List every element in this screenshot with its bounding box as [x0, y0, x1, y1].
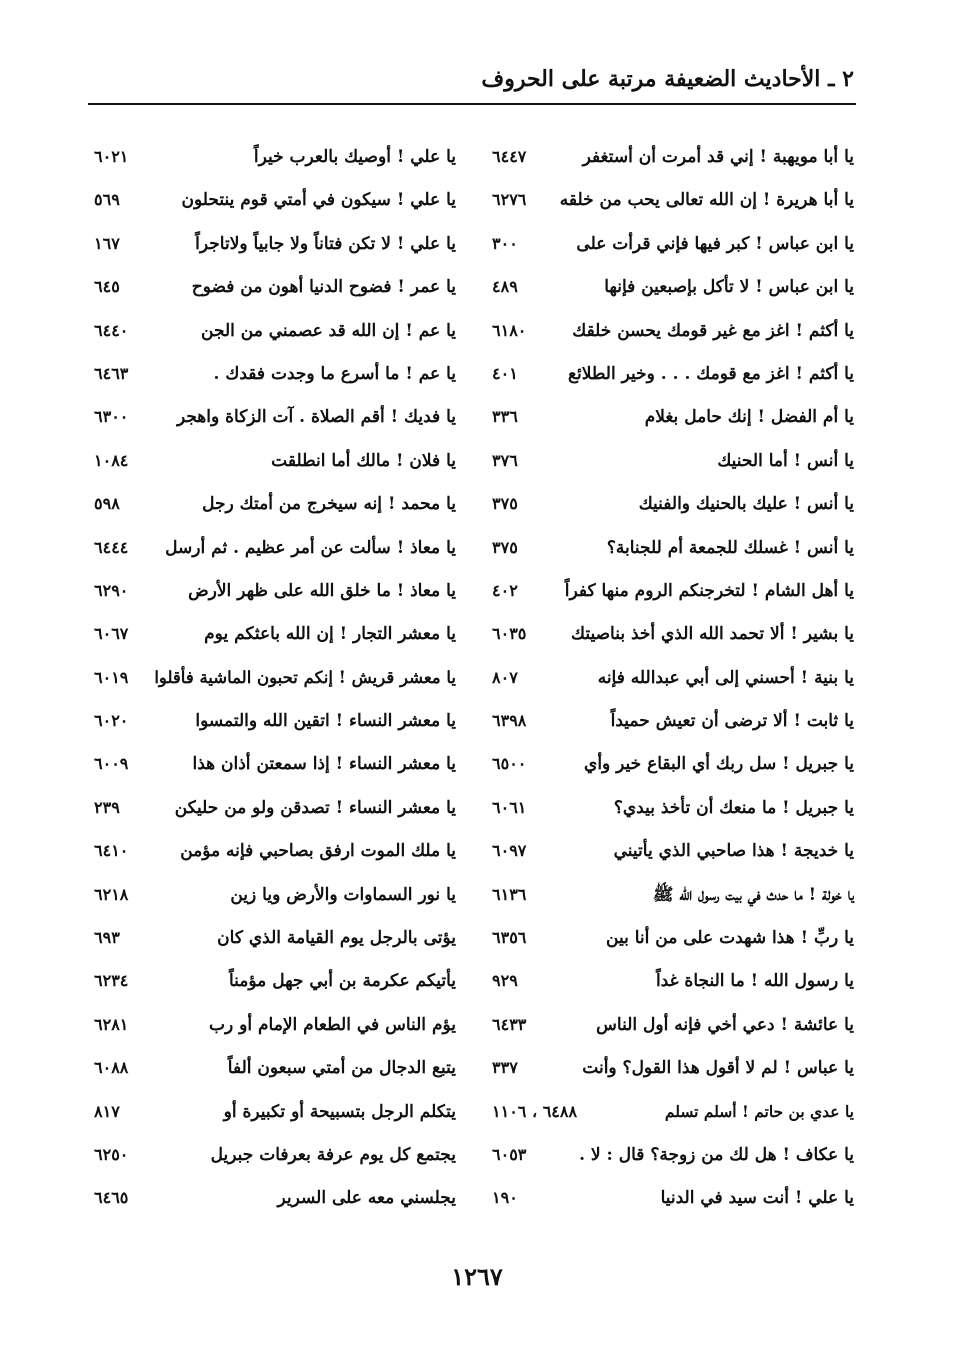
hadith-incipit: يا خديجة ! هذا صاحبي الذي يأتيني	[613, 841, 854, 862]
index-entry	[492, 357, 854, 400]
index-entry	[94, 574, 456, 617]
hadith-reference-number: ٦٤٦٥	[94, 1188, 129, 1208]
hadith-incipit: يا رسول الله ! ما النجاة غداً	[655, 971, 854, 992]
hadith-incipit: يا معاذ ! ما خلق الله على ظهر الأرض	[188, 580, 456, 601]
index-entry	[94, 704, 456, 747]
hadith-reference-number: ٦٥٠٠	[492, 754, 527, 774]
hadith-reference-number: ٦٢٩٠	[94, 580, 129, 600]
index-entry	[492, 1051, 854, 1094]
hadith-reference-number: ٦٠٢١	[94, 147, 129, 166]
hadith-incipit: يؤتى بالرجل يوم القيامة الذي كان	[217, 928, 456, 949]
index-entry	[492, 661, 854, 704]
hadith-incipit: يا فديك ! أقم الصلاة . آت الزكاة واهجر	[176, 407, 456, 428]
hadith-reference-number: ٦٠٦١	[492, 797, 527, 817]
hadith-reference-number: ١٠٨٤	[94, 450, 129, 470]
hadith-reference-number: ٦٤٤٧	[492, 147, 527, 166]
hadith-reference-number: ٦٢٣٤	[94, 971, 129, 991]
index-entry	[492, 704, 854, 747]
hadith-reference-number: ٦٠١٩	[94, 667, 129, 687]
index-entry	[492, 1138, 854, 1181]
hadith-incipit: يا عائشة ! دعي أخي فإنه أول الناس	[596, 1014, 854, 1035]
hadith-incipit: يا أكثم ! اغز مع قومك . . . وخير الطلائع	[567, 363, 854, 384]
hadith-incipit: يا علي ! لا تكن فتاناً ولا جابياً ولاتاجراً	[195, 233, 456, 254]
index-column-left	[94, 140, 456, 1225]
hadith-incipit: يا بشير ! ألا تحمد الله الذي أخذ بناصيتك	[571, 624, 854, 645]
hadith-reference-number: ٦٠٣٥	[492, 624, 527, 644]
index-entry	[492, 183, 854, 226]
hadith-reference-number: ٨١٧	[94, 1101, 120, 1121]
hadith-reference-number: ٣٧٥	[492, 537, 518, 557]
hadith-incipit: يا أنس ! غسلك للجمعة أم للجنابة؟	[606, 537, 854, 558]
index-entry	[492, 747, 854, 790]
hadith-incipit: يا فلان ! مالك أما انطلقت	[271, 450, 456, 471]
hadith-reference-number: ٦٤٥	[94, 277, 120, 297]
index-entry	[94, 1051, 456, 1094]
hadith-reference-number: ٦٤٤٤	[94, 537, 129, 557]
index-entry	[94, 1138, 456, 1181]
hadith-incipit: يا عكاف ! هل لك من زوجة؟ قال : لا .	[579, 1144, 854, 1165]
hadith-reference-number: ٥٦٩	[94, 190, 120, 210]
hadith-incipit: يا بنية ! أحسني إلى أبي عبدالله فإنه	[597, 667, 854, 688]
hadith-incipit: يا ابن عباس ! لا تأكل بإصبعين فإنها	[604, 277, 854, 298]
hadith-incipit: يا أهل الشام ! لتخرجنكم الروم منها كفراً	[564, 580, 854, 601]
index-entry	[94, 964, 456, 1007]
hadith-incipit: يا معشر قريش ! إنكم تحبون الماشية فأقلوا	[154, 667, 456, 687]
hadith-reference-number: ٦٣٠٠	[94, 407, 129, 427]
index-entry	[492, 140, 854, 183]
hadith-incipit: يا معشر النساء ! إذا سمعتن أذان هذا	[192, 754, 456, 775]
hadith-incipit: يا عم ! إن الله قد عصمني من الجن	[201, 320, 456, 341]
hadith-reference-number: ٣٧٥	[492, 494, 518, 514]
index-entry	[94, 531, 456, 574]
hadith-reference-number: ٦٤١٠	[94, 841, 129, 861]
hadith-reference-number: ٦٤٤٠	[94, 320, 129, 340]
index-entry	[94, 1181, 456, 1224]
hadith-reference-number: ٤٠١	[492, 363, 518, 383]
index-entry	[492, 617, 854, 660]
hadith-reference-number: ٦٣٥٦	[492, 928, 527, 948]
index-entry	[492, 1181, 854, 1224]
hadith-reference-number: ٦٠٦٧	[94, 624, 129, 644]
hadith-reference-number: ٣٣٦	[492, 407, 518, 427]
hadith-reference-number: ١٦٧	[94, 233, 120, 253]
hadith-reference-number: ٣٧٦	[492, 450, 518, 470]
index-entry	[94, 444, 456, 487]
hadith-reference-number: ٦١٣٦	[492, 884, 527, 904]
hadith-reference-number: ١٩٠	[492, 1188, 518, 1208]
index-entry	[492, 921, 854, 964]
index-entry	[492, 400, 854, 443]
index-entry	[94, 878, 456, 921]
hadith-incipit: يتكلم الرجل بتسبيحة أو تكبيرة أو	[223, 1101, 456, 1122]
hadith-incipit: يا أنس ! عليك بالحنيك والفنيك	[638, 494, 854, 515]
index-entry	[94, 270, 456, 313]
hadith-incipit: يا محمد ! إنه سيخرج من أمتك رجل	[202, 494, 456, 515]
index-entry	[492, 964, 854, 1007]
page-number: ١٢٦٧	[451, 1262, 503, 1291]
hadith-incipit: يأتيكم عكرمة بن أبي جهل مؤمناً	[228, 971, 456, 992]
index-column-right	[492, 140, 854, 1225]
hadith-incipit: يتبع الدجال من أمتي سبعون ألفاً	[227, 1058, 456, 1079]
hadith-reference-number: ٥٩٨	[94, 494, 120, 514]
index-entry	[492, 574, 854, 617]
hadith-incipit: يا عمر ! فضوح الدنيا أهون من فضوح	[191, 277, 456, 298]
hadith-incipit: يا عباس ! لم لا أقول هذا القول؟ وأنت	[582, 1058, 854, 1079]
index-entry	[94, 1008, 456, 1051]
hadith-incipit: يا جبريل ! سل ربك أي البقاع خير وأي	[584, 754, 854, 775]
index-entry	[492, 878, 854, 921]
hadith-reference-number: ٦٠٩٧	[492, 841, 527, 861]
hadith-reference-number: ٦٣٩٨	[492, 711, 527, 731]
index-entry	[94, 314, 456, 357]
hadith-incipit: يجتمع كل يوم عرفة بعرفات جبريل	[210, 1144, 456, 1165]
index-entry	[492, 1008, 854, 1051]
index-entry	[94, 661, 456, 704]
index-entry	[94, 791, 456, 834]
index-entry	[492, 314, 854, 357]
hadith-incipit: يا أم الفضل ! إنك حامل بغلام	[644, 407, 854, 428]
hadith-incipit: يا ابن عباس ! كبر فيها فإني قرأت على	[576, 233, 854, 254]
hadith-reference-number: ٤٨٩	[492, 277, 518, 297]
hadith-incipit: يا عدي بن حاتم ! أسلم تسلم	[664, 1101, 854, 1121]
hadith-reference-number: ٦١٨٠	[492, 320, 527, 340]
index-entry	[94, 357, 456, 400]
hadith-incipit: يا معشر النساء ! اتقين الله والتمسوا	[195, 711, 456, 732]
hadith-reference-number: ٦٢٧٦	[492, 190, 527, 210]
hadith-reference-number: ٦٤٦٣	[94, 363, 129, 383]
hadith-incipit: يا أكثم ! اغز مع غير قومك يحسن خلقك	[572, 320, 854, 341]
hadith-incipit: يا عم ! ما أسرع ما وجدت فقدك .	[213, 363, 456, 384]
hadith-incipit: يا علي ! أوصيك بالعرب خيراً	[253, 147, 456, 167]
hadith-incipit: يا ربِّ ! هذا شهدت على من أنا بين	[606, 928, 854, 949]
hadith-reference-number: ٢٣٩	[94, 797, 120, 817]
index-entry	[492, 834, 854, 877]
hadith-incipit: يا معشر النساء ! تصدقن ولو من حليكن	[174, 797, 456, 818]
index-entry	[492, 444, 854, 487]
hadith-incipit: يا جبريل ! ما منعك أن تأخذ بيدي؟	[613, 797, 854, 818]
index-entry	[94, 400, 456, 443]
hadith-reference-number: ٣٣٧	[492, 1058, 518, 1078]
hadith-incipit: يا معاذ ! سألت عن أمر عظيم . ثم أرسل	[165, 537, 456, 558]
header-rule	[88, 103, 856, 105]
hadith-incipit: يا أبا هريرة ! إن الله تعالى يحب من خلقه	[559, 190, 854, 211]
index-entry	[94, 1095, 456, 1138]
hadith-reference-number: ٦٠٥٣	[492, 1144, 527, 1164]
index-entry	[94, 140, 456, 183]
index-entry	[492, 1095, 854, 1138]
hadith-reference-number: ٦٩٣	[94, 928, 120, 948]
hadith-incipit: يا ثابت ! ألا ترضى أن تعيش حميداً	[610, 711, 854, 732]
hadith-reference-number: ٦٢٥٠	[94, 1144, 129, 1164]
hadith-reference-number: ٦٤٨٨ ، ١١٠٦	[492, 1101, 578, 1121]
hadith-incipit: يؤم الناس في الطعام الإمام أو رب	[209, 1014, 456, 1035]
index-entry	[94, 617, 456, 660]
index-entry	[492, 227, 854, 270]
hadith-reference-number: ٦٠٠٩	[94, 754, 129, 774]
index-entry	[492, 487, 854, 530]
hadith-incipit: يا نور السماوات والأرض ويا زين	[230, 884, 456, 905]
hadith-incipit: يا علي ! سيكون في أمتي قوم ينتحلون	[181, 190, 456, 211]
running-header-title: ٢ ـ الأحاديث الضعيفة مرتبة على الحروف	[481, 66, 854, 92]
hadith-incipit: يا أبا مويهبة ! إني قد أمرت أن أستغفر	[582, 147, 854, 167]
index-entry	[492, 270, 854, 313]
hadith-incipit: يا خولة ! ما حدث في بيت رسول الله ﷺ	[652, 884, 854, 905]
hadith-reference-number: ٦٠٨٨	[94, 1058, 129, 1078]
hadith-incipit: يا علي ! أنت سيد في الدنيا	[660, 1188, 854, 1209]
hadith-incipit: يا معشر التجار ! إن الله باعثكم يوم	[204, 624, 456, 645]
index-entry	[94, 834, 456, 877]
hadith-reference-number: ٦٠٢٠	[94, 711, 129, 731]
index-entry	[492, 791, 854, 834]
hadith-reference-number: ٦٢٨١	[94, 1014, 129, 1034]
index-entry	[94, 747, 456, 790]
index-entry	[94, 921, 456, 964]
hadith-reference-number: ٣٠٠	[492, 233, 518, 253]
index-entry	[492, 531, 854, 574]
hadith-reference-number: ٦٢١٨	[94, 884, 129, 904]
hadith-reference-number: ٤٠٢	[492, 580, 518, 600]
index-entry	[94, 227, 456, 270]
index-entry	[94, 487, 456, 530]
hadith-incipit: يجلسني معه على السرير	[277, 1188, 456, 1209]
hadith-reference-number: ٨٠٧	[492, 667, 518, 687]
hadith-reference-number: ٩٢٩	[492, 971, 518, 991]
index-entry	[94, 183, 456, 226]
hadith-incipit: يا أنس ! أما الحنيك	[717, 450, 854, 471]
hadith-reference-number: ٦٤٣٣	[492, 1014, 527, 1034]
hadith-incipit: يا ملك الموت ارفق بصاحبي فإنه مؤمن	[180, 841, 456, 862]
